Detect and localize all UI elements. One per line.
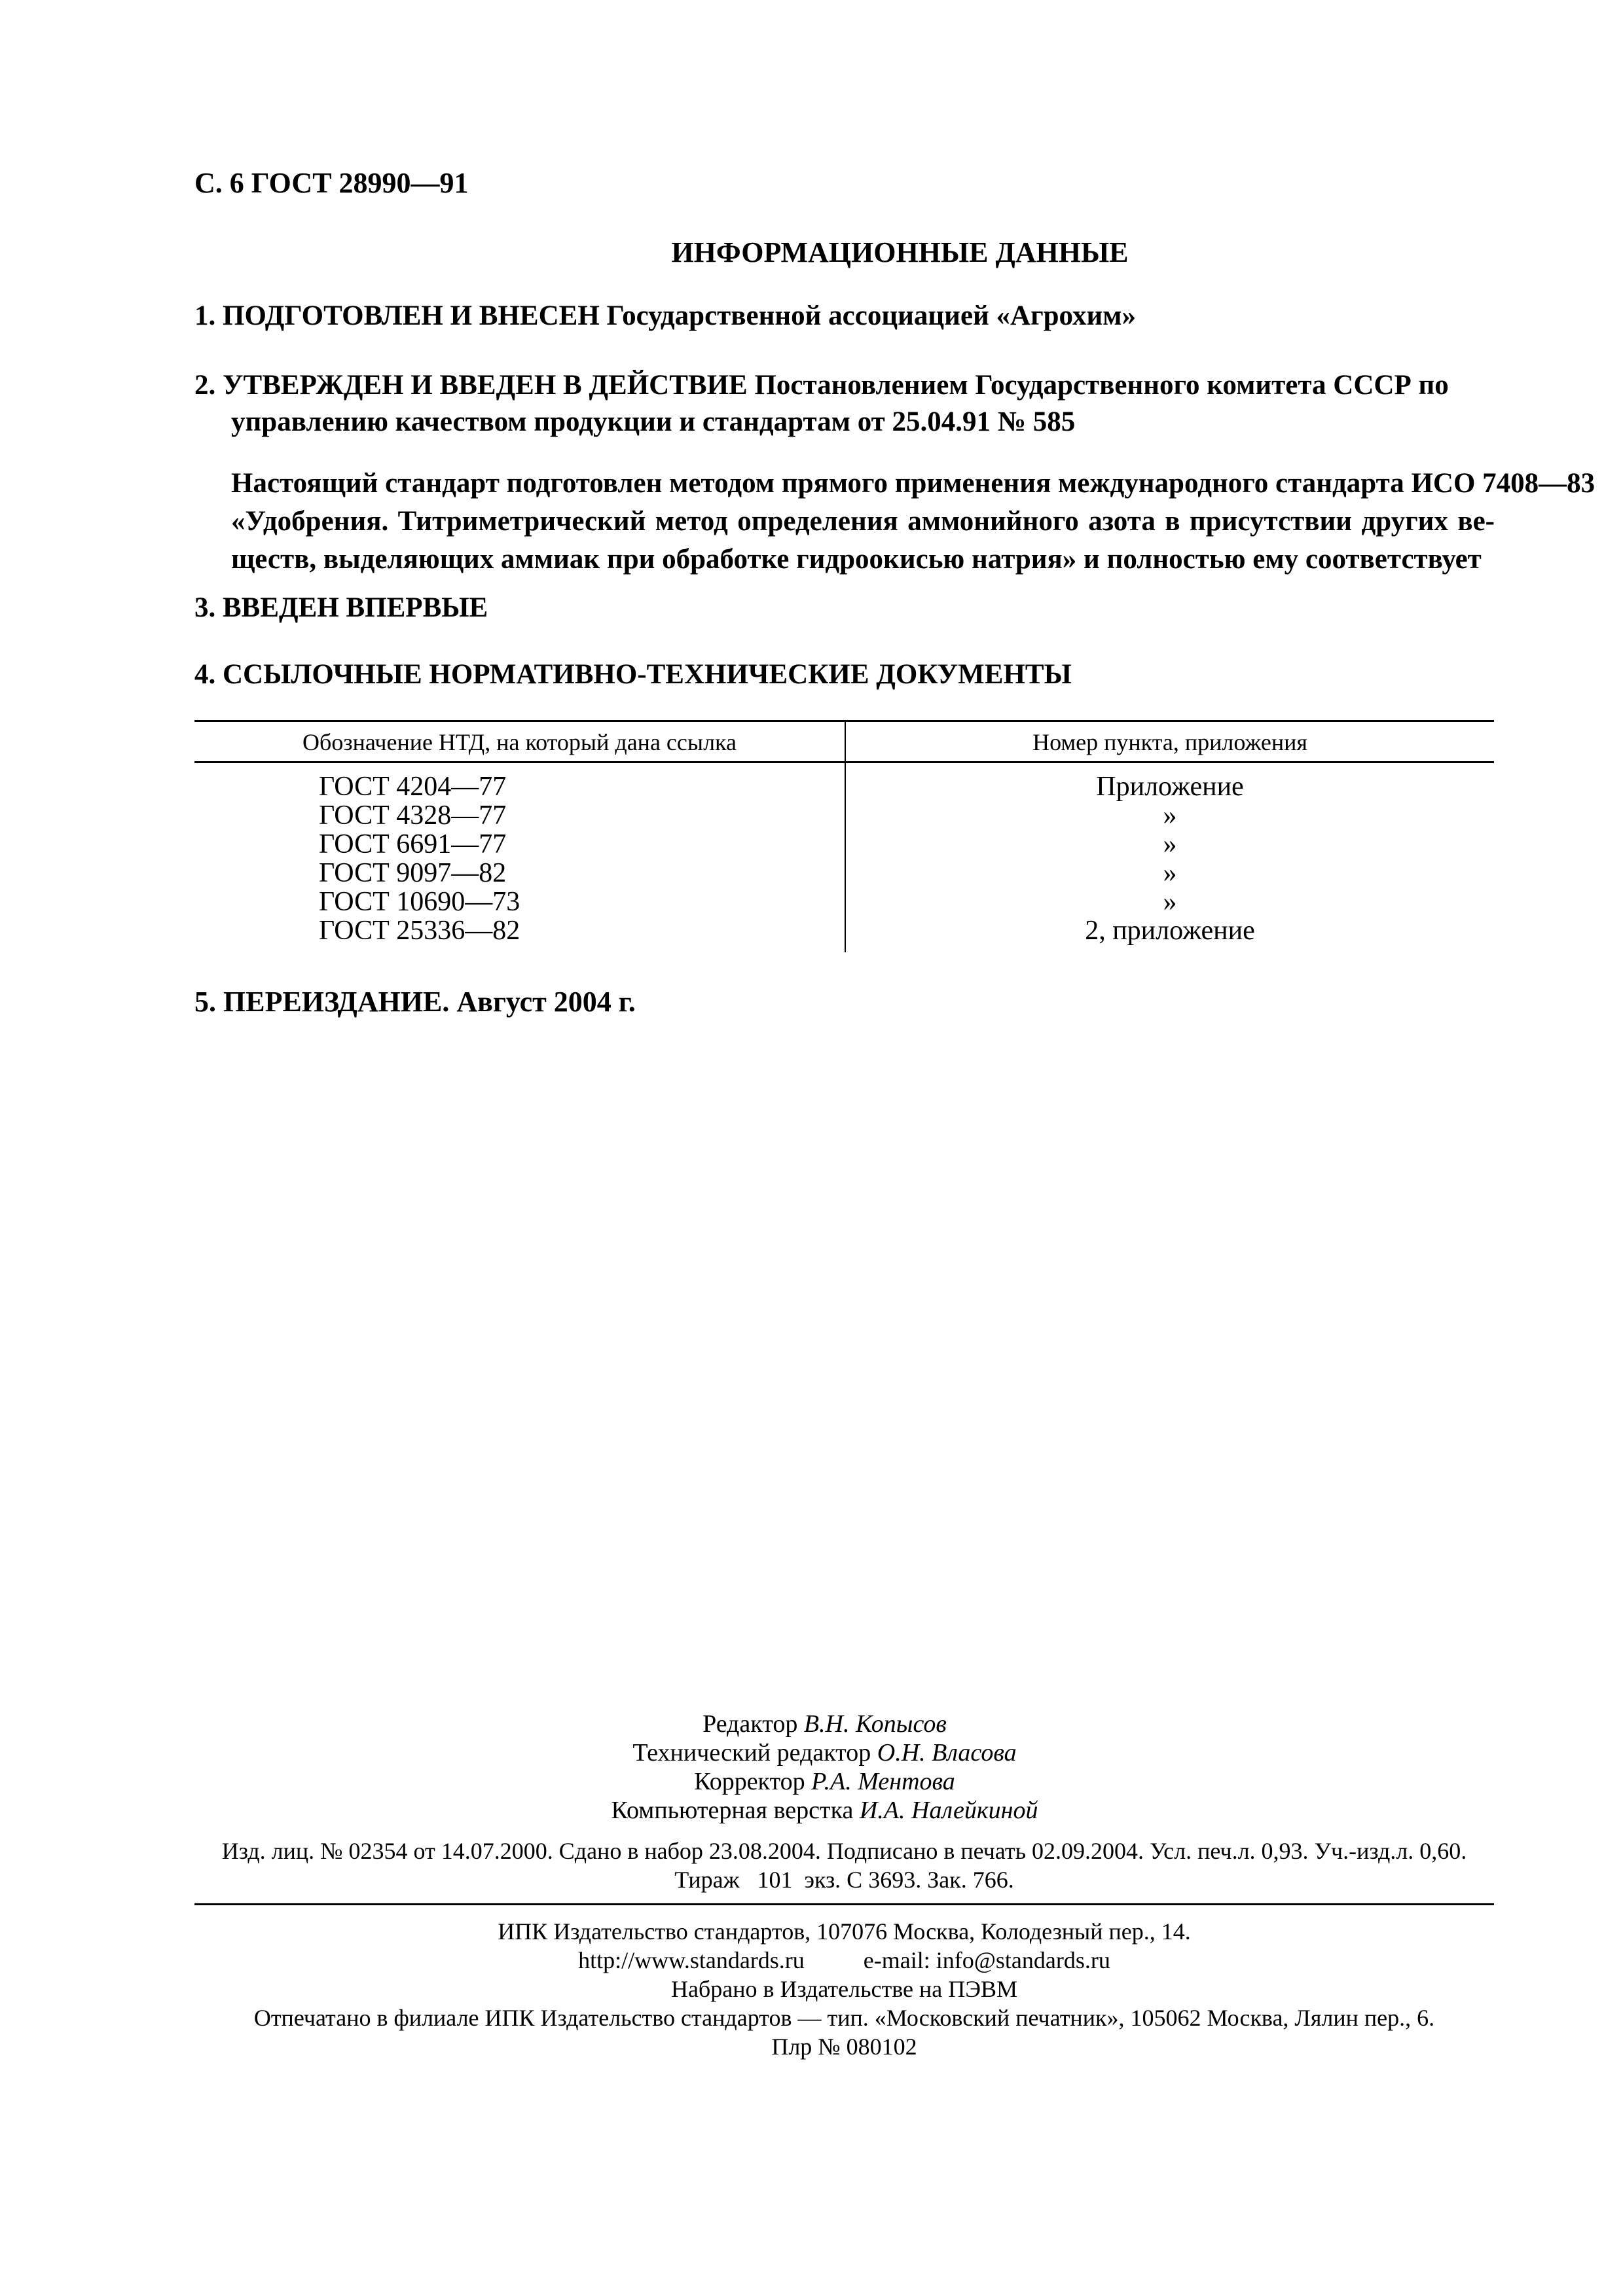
- table-cell: ГОСТ 9097—82: [319, 858, 507, 888]
- item-heading: ПЕРЕИЗДАНИЕ.: [223, 986, 450, 1018]
- table-cell: »: [1163, 887, 1177, 917]
- table-header-rule: [194, 761, 1494, 763]
- table-cell: ГОСТ 10690—73: [319, 887, 520, 917]
- publisher-address: ИПК Издательство стандартов, 107076 Москва, Колодезный пер., 14.: [498, 1918, 1191, 1945]
- table-cell: »: [1163, 858, 1177, 888]
- credit-layout: Компьютерная верстка И.А. Налейкиной: [611, 1797, 1038, 1824]
- item-heading: ВВЕДЕН ВПЕРВЫЕ: [223, 592, 488, 623]
- table-cell: ГОСТ 4204—77: [319, 772, 507, 802]
- item-number: 2.: [194, 370, 216, 401]
- item-heading: ССЫЛОЧНЫЕ НОРМАТИВНО-ТЕХНИЧЕСКИЕ ДОКУМЕНТЫ: [223, 659, 1072, 690]
- item-2-continuation: управлению качеством продукции и стандартам от 25.04.91 № 585: [231, 406, 1076, 437]
- publisher-footer: [194, 1917, 1494, 2061]
- table-cell: »: [1163, 800, 1177, 831]
- table-cell: ГОСТ 4328—77: [319, 800, 507, 831]
- note-line: ществ, выделяющих аммиак при обработке гидроокисью натрия» и полностью ему соответствует: [231, 544, 1482, 575]
- email-link[interactable]: e-mail: info@standards.ru: [863, 1947, 1110, 1973]
- table-column-clause: [846, 772, 1494, 945]
- website-link[interactable]: http://www.standards.ru: [578, 1947, 805, 1973]
- publisher-contacts: [194, 1946, 1494, 1975]
- item-3: [194, 588, 1504, 628]
- item-number: 5.: [194, 986, 216, 1018]
- credit-tech-editor: Технический редактор О.Н. Власова: [632, 1739, 1017, 1767]
- item-1: [194, 296, 1504, 336]
- table-column-designation: [319, 772, 520, 945]
- table-cell: »: [1163, 829, 1177, 859]
- table-header-clause: Номер пункта, приложения: [1032, 729, 1307, 755]
- credit-proofreader: Корректор Р.А. Ментова: [694, 1768, 955, 1795]
- typeset-note: Набрано в Издательстве на ПЭВМ: [670, 1976, 1018, 2002]
- item-heading: УТВЕРЖДЕН И ВВЕДЕН В ДЕЙСТВИЕ: [223, 370, 748, 401]
- imprint-line: Изд. лиц. № 02354 от 14.07.2000. Сдано в набор 23.08.2004. Подписано в печать 02.09.2004. Усл. печ.л. 0,93. Уч.-изд.л. 0,60.: [221, 1838, 1467, 1864]
- item-text: Август 2004 г.: [456, 986, 636, 1018]
- table-cell: ГОСТ 25336—82: [319, 916, 520, 946]
- item-number: 1.: [194, 300, 216, 331]
- section-title: ИНФОРМАЦИОННЫЕ ДАННЫЕ: [671, 236, 1129, 268]
- imprint-line: Тираж 101 экз. С 3693. Зак. 766.: [674, 1867, 1014, 1893]
- table-cell: 2, приложение: [1085, 916, 1255, 946]
- item-text: Государственной ассоциацией «Агрохим»: [606, 300, 1137, 331]
- item-text: Постановлением Государственного комитета СССР по: [754, 370, 1449, 401]
- item-number: 4.: [194, 659, 216, 690]
- table-cell: Приложение: [1096, 772, 1244, 802]
- item-5: [194, 985, 636, 1018]
- item-4: [194, 655, 1504, 694]
- page-label: С. 6 ГОСТ 28990—91: [194, 167, 469, 199]
- item-2: [194, 365, 1504, 405]
- footer-rule: [194, 1903, 1494, 1905]
- note-line: Настоящий стандарт подготовлен методом прямого применения международного стандарта ИСО 7408—83: [231, 468, 1596, 499]
- note-line: «Удобрения. Титриметрический метод определения аммонийного азота в присутствии других ве-: [231, 506, 1495, 537]
- license-number: Плр № 080102: [771, 2034, 917, 2060]
- item-number: 3.: [194, 592, 216, 623]
- printed-note: Отпечатано в филиале ИПК Издательство стандартов — тип. «Московский печатник», 105062 Москва, Лялин пер., 6.: [253, 2005, 1435, 2031]
- standard-note: [231, 465, 1596, 579]
- credits-block: [0, 1710, 1623, 1825]
- imprint: [194, 1837, 1494, 1894]
- table-header-designation: Обозначение НТД, на который дана ссылка: [302, 729, 737, 755]
- credit-editor: Редактор В.Н. Копысов: [702, 1710, 947, 1738]
- item-heading: ПОДГОТОВЛЕН И ВНЕСЕН: [223, 300, 600, 331]
- table-cell: ГОСТ 6691—77: [319, 829, 507, 859]
